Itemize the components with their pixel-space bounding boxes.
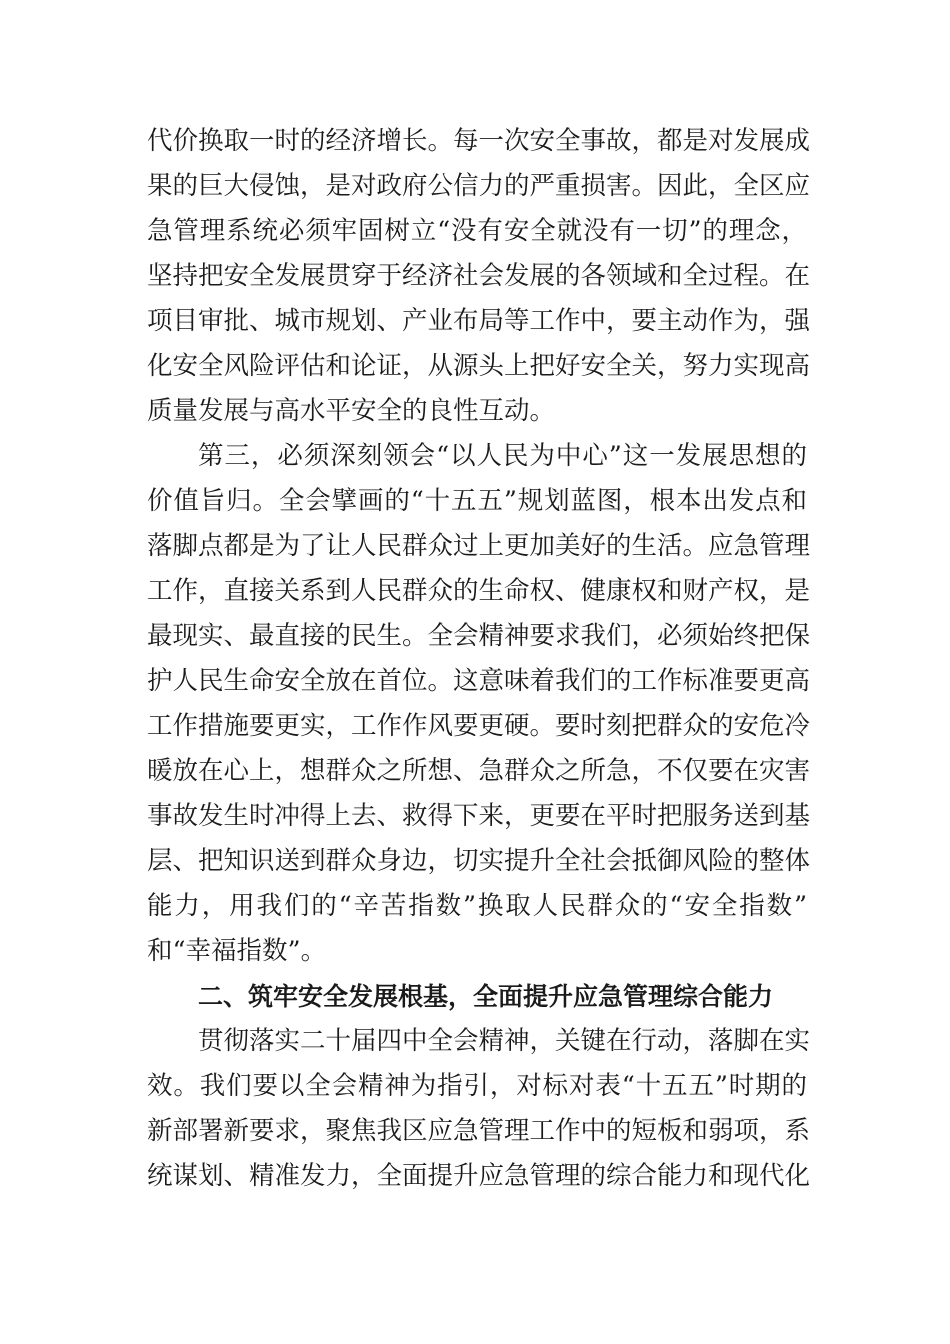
text-line: 最现实、最直接的民生。全会精神要求我们，必须始终把保 [147,621,811,651]
text-line: 工作措施要更实，工作作风要更硬。要时刻把群众的安危冷 [147,711,811,741]
document-body [147,119,811,1199]
text-line: 代价换取一时的经济增长。每一次安全事故，都是对发展成 [147,126,811,156]
text-line: 事故发生时冲得上去、救得下来，更要在平时把服务送到基 [147,801,811,831]
text-line: 和“幸福指数”。 [147,936,327,966]
paragraph-start-line: 第三，必须深刻领会“以人民为中心”这一发展思想的 [198,441,807,471]
text-line: 工作，直接关系到人民群众的生命权、健康权和财产权，是 [147,576,811,606]
section-heading: 二、筑牢安全发展根基，全面提升应急管理综合能力 [198,982,774,1011]
text-line: 项目审批、城市规划、产业布局等工作中，要主动作为，强 [147,306,811,336]
paragraph-start-line: 贯彻落实二十届四中全会精神，关键在行动，落脚在实 [198,1026,811,1056]
text-line: 效。我们要以全会精神为指引，对标对表“十五五”时期的 [147,1071,807,1101]
text-line: 能力，用我们的“辛苦指数”换取人民群众的“安全指数” [147,891,807,921]
text-line: 价值旨归。全会擘画的“十五五”规划蓝图，根本出发点和 [147,486,807,516]
text-line: 果的巨大侵蚀，是对政府公信力的严重损害。因此，全区应 [147,171,811,201]
text-line: 化安全风险评估和论证，从源头上把好安全关，努力实现高 [147,351,811,381]
text-line: 暖放在心上，想群众之所想、急群众之所急，不仅要在灾害 [147,756,811,786]
text-line: 统谋划、精准发力，全面提升应急管理的综合能力和现代化 [147,1161,811,1191]
text-line: 质量发展与高水平安全的良性互动。 [147,396,556,426]
text-line: 新部署新要求，聚焦我区应急管理工作中的短板和弱项，系 [147,1116,811,1146]
text-line: 急管理系统必须牢固树立“没有安全就没有一切”的理念， [147,216,807,246]
text-line: 护人民生命安全放在首位。这意味着我们的工作标准要更高 [147,666,811,696]
text-line: 落脚点都是为了让人民群众过上更加美好的生活。应急管理 [147,531,811,561]
text-line: 坚持把安全发展贯穿于经济社会发展的各领域和全过程。在 [147,261,811,291]
text-line: 层、把知识送到群众身边，切实提升全社会抵御风险的整体 [147,846,811,876]
